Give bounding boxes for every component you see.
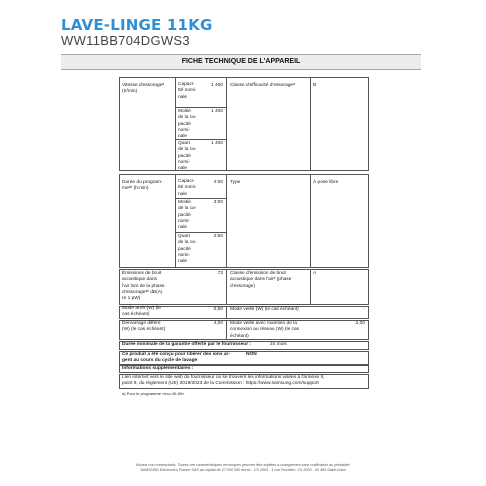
off-mode-label: Mode arrêt (W) (le cas échéant) (122, 306, 161, 318)
type-label: Type (230, 180, 241, 185)
legal-footer: Visuels non contractuels. Toutes ces caractéristiques techniques peuvent être sujettes à changement sans notification au préalable. SAMSUNG Electronics France SAS au capital de 27 000 000 euros - CS 2003 - 1 rue Fructidor, CS 2003 - 93 484 Saint-Ouen (135, 463, 351, 472)
spin-capacity-half: Moitié de la ca- pacité nomi- nale (178, 109, 197, 140)
duration-capacity-half: Moitié de la ca- pacité nomi- nale (178, 200, 197, 231)
page-title: LAVE-LINGE 11KG (61, 16, 213, 34)
guarantee-label: Durée minimale de la garantie offerte par le fournisseur : (122, 342, 252, 347)
footnote: a) Pour le programme «eco 40-60». (122, 391, 186, 396)
spin-class-value: B (313, 83, 317, 88)
extra-info-label: Informations supplémentaires : (122, 366, 194, 371)
networked-standby-label: Mode veille avec maintien de la connexion au réseau (W) (le cas échéant) (230, 321, 300, 339)
spin-label: Vitesse d'essorageᵃ (tr/min) (122, 83, 165, 95)
delay-start-value: 4,00 (213, 321, 223, 326)
noise-class-label: Classe d'émission de bruit acoustique dans l'airᵃ (phase d'essorage) (230, 271, 292, 289)
standby-label: Mode veille (W) (le cas échéant) (230, 307, 299, 312)
duration-value-full: 4:00 (213, 180, 223, 185)
duration-label: Durée du program- meᵃᵇ (h:min) (122, 180, 163, 192)
type-value: À pose libre (313, 180, 339, 185)
duration-capacity-full: Capaci- tté nomi- nale (178, 179, 197, 197)
spin-value-quarter: 1 400 (210, 141, 223, 146)
section-header: FICHE TECHNIQUE DE L'APPAREIL (61, 54, 421, 70)
standby-value: - (363, 307, 365, 312)
model-number: WW11BB704DGWS3 (61, 33, 190, 48)
noise-class-value: A (313, 271, 317, 276)
duration-capacity-quarter: Quart de la ca- pacité nomi- nale (178, 234, 197, 265)
duration-value-half: 3:00 (213, 200, 223, 205)
spin-value-half: 1 400 (210, 109, 223, 114)
extra-info-text: Lien internet vers le site web du fournisseur où se trouvent les informations visées à l'annexe II, point 9, du règlement (UE) 2019/2023 de la Commission : https://www.samsung.com/support (122, 375, 325, 387)
ions-value: NON (246, 352, 257, 357)
product-sheet (119, 77, 369, 407)
spin-capacity-full: Capaci- tté nomi- nale (178, 82, 197, 100)
spin-capacity-quarter: Quart de la ca- pacité nomi- nale (178, 141, 197, 172)
guarantee-value: 24 mois (270, 342, 287, 347)
spin-class-label: Classe d'efficacité d'essorageᵃ (230, 83, 295, 88)
ions-label: Ce produit a été conçu pour libérer des ions ar- gent au cours du cycle de lavage (122, 352, 230, 364)
noise-label: Émissions de bruit acoustique dans l'air lors de la phase d'essorageᵃᵇ dB(A) re 1 pW) (122, 271, 165, 302)
noise-value: 72 (217, 271, 223, 276)
delay-start-label: Démarrage différé (W) (le cas échéant) (122, 321, 166, 333)
off-mode-value: 0,50 (213, 307, 223, 312)
networked-standby-value: 2,00 (355, 321, 365, 326)
spin-value-full: 1 400 (210, 83, 223, 88)
duration-value-quarter: 2:50 (213, 234, 223, 239)
